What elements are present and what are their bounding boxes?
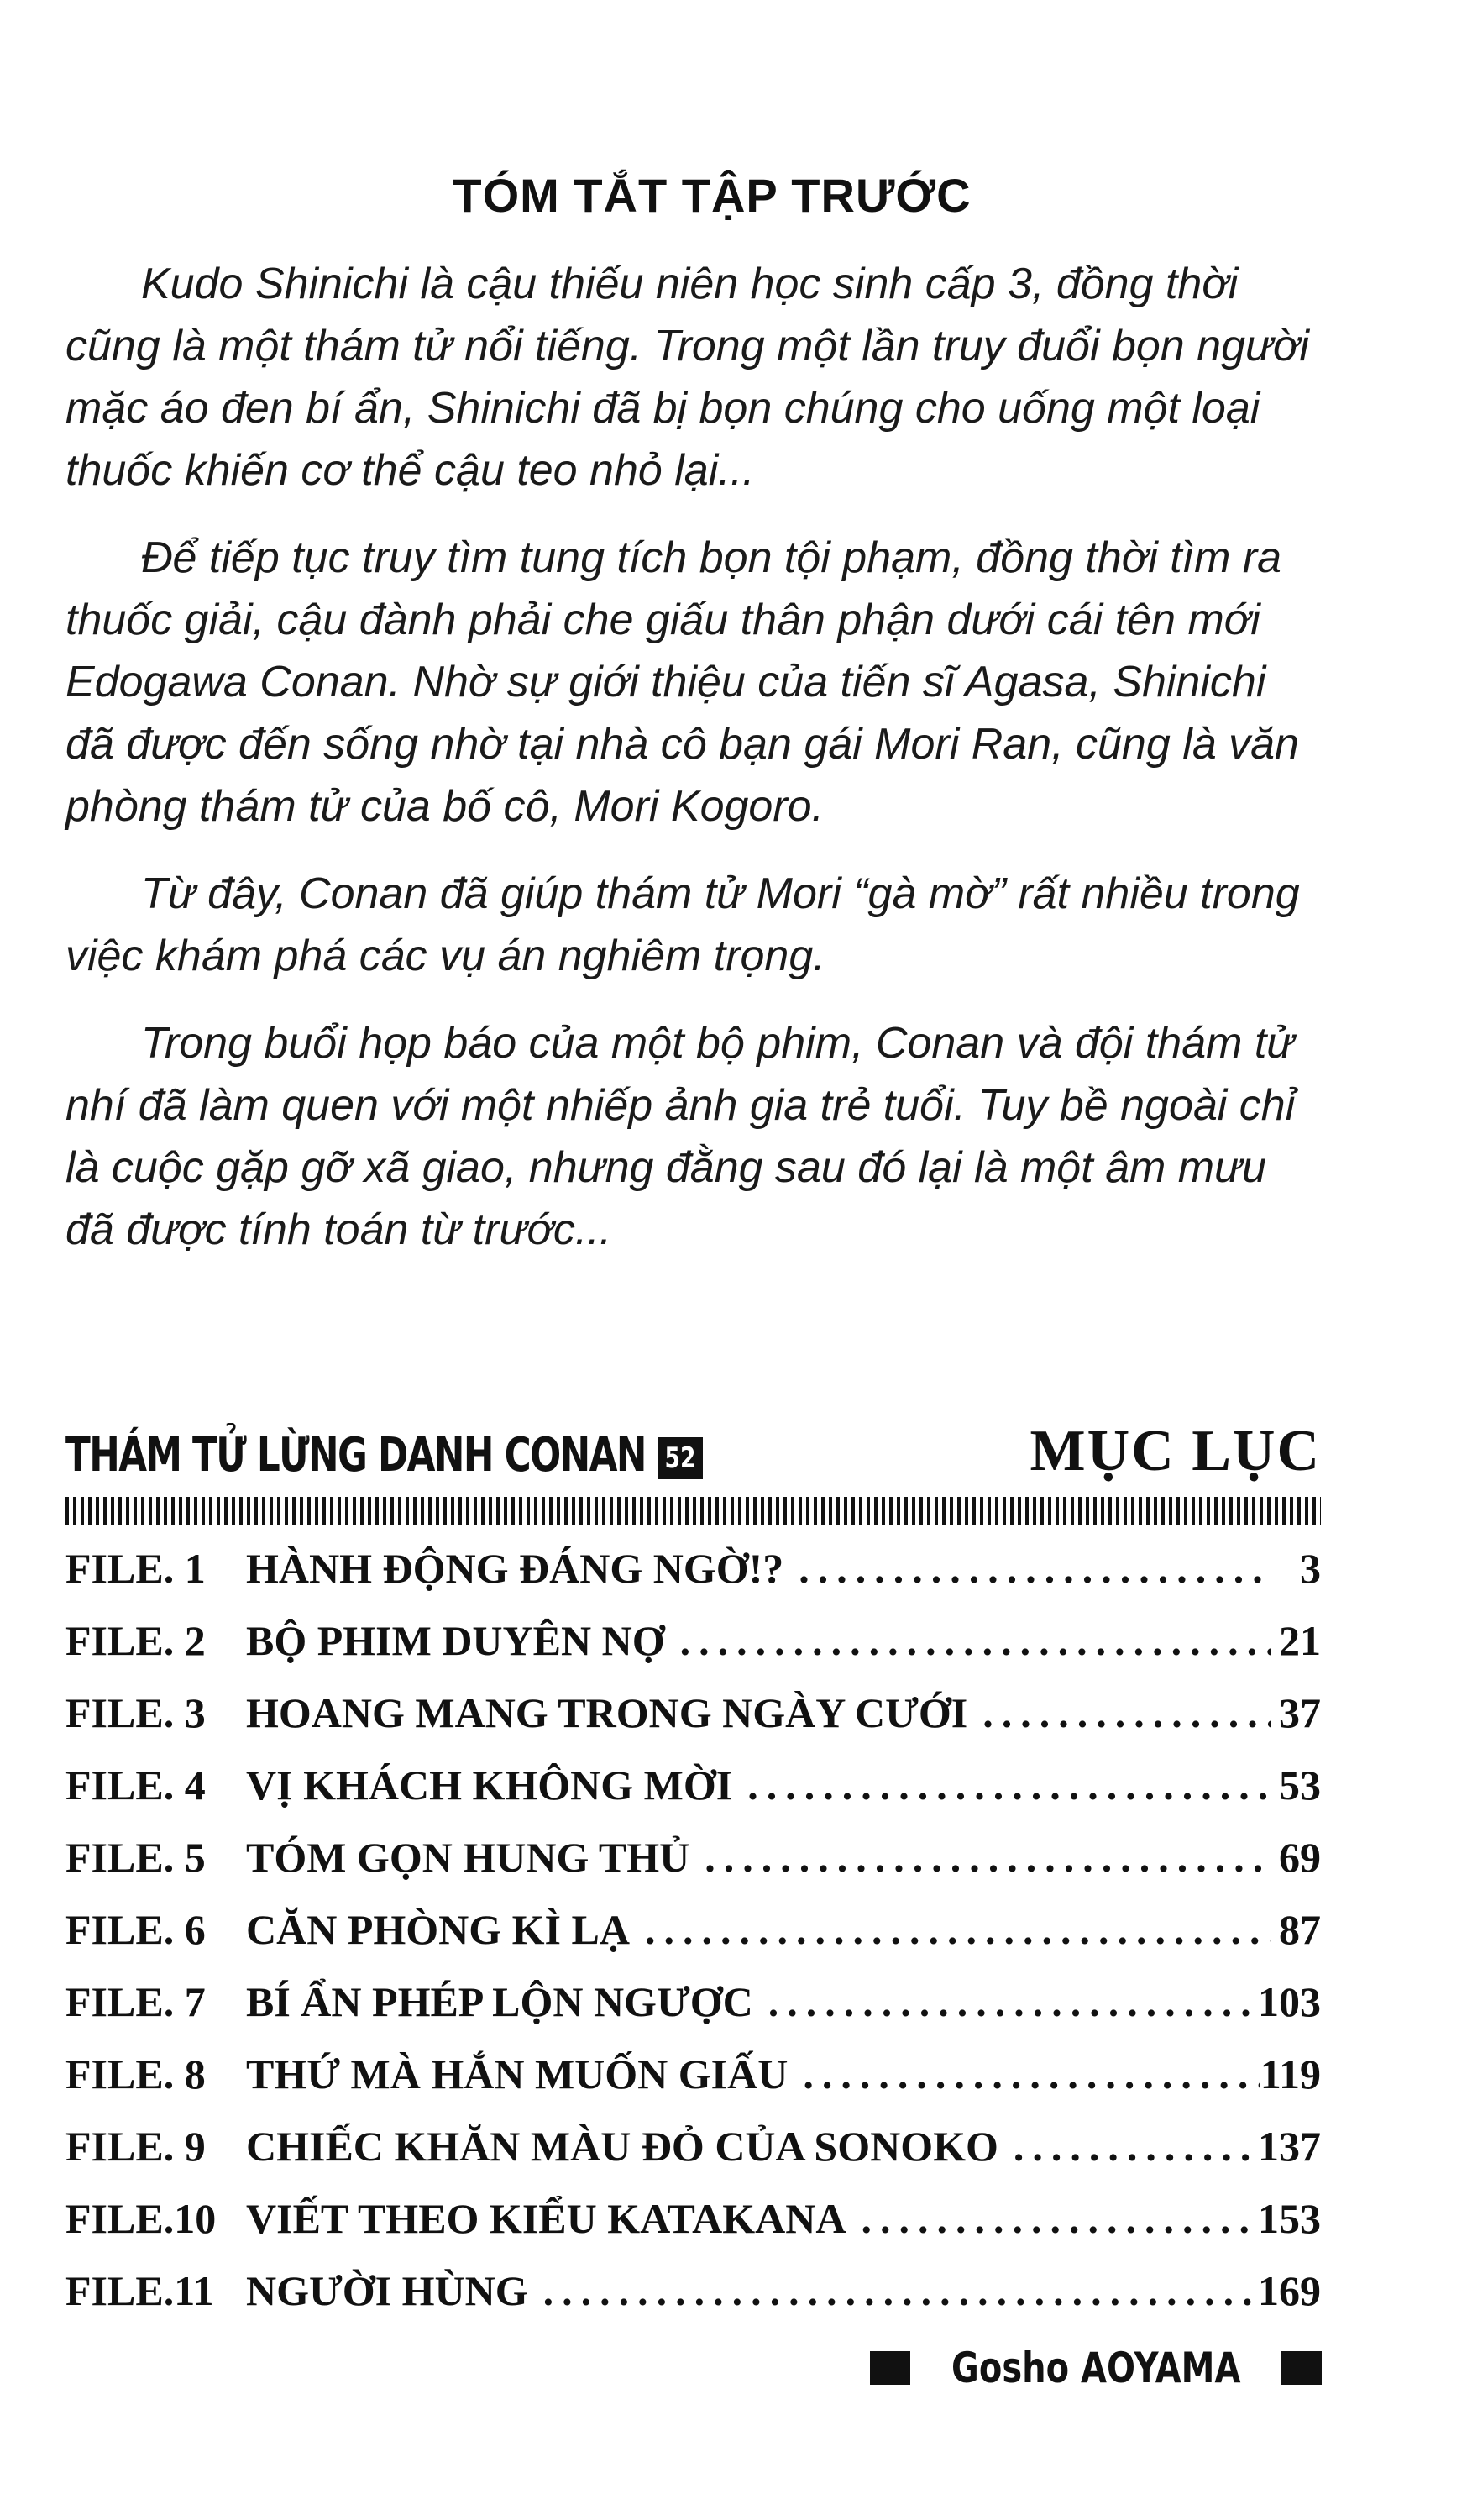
toc-entry[interactable]	[65, 1544, 1321, 1616]
toc-entry[interactable]	[65, 1761, 1321, 1833]
toc-leader-dots	[862, 2194, 1258, 2243]
toc-page-number: 53	[1279, 1761, 1321, 1809]
previous-summary	[65, 168, 1325, 1286]
toc-entry[interactable]	[65, 2050, 1321, 2122]
toc-entry[interactable]	[65, 1833, 1321, 1905]
toc-leader-dots	[645, 1905, 1271, 1954]
toc-page-number: 69	[1279, 1834, 1321, 1881]
toc-leader-dots	[1014, 2122, 1258, 2171]
toc-page-number: 21	[1279, 1617, 1321, 1664]
summary-paragraph: Kudo Shinichi là cậu thiếu niên học sinh cấp 3, đồng thời cũng là một thám tử nổi tiếng. Trong một lần truy đuổi bọn người mặc áo đen bí ẩn, Shinichi đã bị bọn chúng cho uống một loại thuốc khiến cơ thể cậu teo nhỏ lại...	[65, 260, 1309, 495]
toc-chapter-title: TÓM GỌN HUNG THỦ	[246, 1834, 690, 1881]
toc-file-number: FILE. 2	[65, 1617, 206, 1664]
toc-entry[interactable]	[65, 2122, 1321, 2194]
toc-page-number: 169	[1258, 2267, 1321, 2314]
toc-leader-dots	[705, 1833, 1271, 1882]
toc-chapter-title: VIẾT THEO KIỂU KATAKANA	[246, 2195, 846, 2242]
toc-page-number: 153	[1258, 2195, 1321, 2242]
toc-file-number: FILE.10	[65, 2195, 217, 2242]
toc-leader-dots	[768, 1977, 1258, 2026]
summary-paragraph: Từ đây, Conan đã giúp thám tử Mori “gà mờ” rất nhiều trong việc khám phá các vụ án nghiêm trọng.	[65, 869, 1300, 980]
toc-chapter-title: THỨ MÀ HẮN MUỐN GIẤU	[246, 2050, 789, 2097]
toc-entry[interactable]	[65, 2266, 1321, 2339]
toc-chapter-title: BỘ PHIM DUYÊN NỢ	[246, 1617, 665, 1664]
author-credit	[870, 2344, 1323, 2392]
toc-file-number: FILE. 9	[65, 2123, 206, 2170]
toc-leader-dots	[680, 1616, 1271, 1665]
toc-leader-dots	[982, 1688, 1271, 1737]
toc-file-number: FILE. 3	[65, 1689, 206, 1736]
toc-entry[interactable]	[65, 1688, 1321, 1761]
author-right-bar	[1281, 2351, 1322, 2385]
toc-file-number: FILE. 5	[65, 1834, 206, 1881]
volume-badge: 52	[658, 1437, 703, 1479]
toc-chapter-title: CĂN PHÒNG KÌ LẠ	[246, 1906, 630, 1953]
toc-page-number: 3	[1300, 1545, 1321, 1592]
toc-file-number: FILE. 4	[65, 1761, 206, 1809]
toc-file-number: FILE. 6	[65, 1906, 206, 1953]
decorative-rule	[65, 1497, 1321, 1525]
series-title	[65, 1428, 703, 1483]
summary-title: TÓM TẮT TẬP TRƯỚC	[453, 169, 972, 222]
toc-entry[interactable]	[65, 1616, 1321, 1688]
toc-entry[interactable]	[65, 2194, 1321, 2266]
toc-file-number: FILE. 1	[65, 1545, 206, 1592]
toc-leader-dots	[803, 2050, 1260, 2098]
toc-chapter-title: CHIẾC KHĂN MÀU ĐỎ CỦA SONOKO	[246, 2123, 998, 2170]
toc-title: MỤC LỤC	[1030, 1419, 1321, 1483]
toc-chapter-title: BÍ ẨN PHÉP LỘN NGƯỢC	[246, 1978, 753, 2025]
toc-page-number: 137	[1258, 2123, 1321, 2170]
toc-chapter-title: VỊ KHÁCH KHÔNG MỜI	[246, 1761, 733, 1809]
toc-list	[65, 1544, 1321, 2339]
toc-page-number: 37	[1279, 1689, 1321, 1736]
toc-leader-dots	[799, 1544, 1271, 1593]
toc-page-number: 87	[1279, 1906, 1321, 1953]
toc-leader-dots	[747, 1761, 1271, 1809]
toc-entry[interactable]	[65, 1905, 1321, 1977]
toc-file-number: FILE. 7	[65, 1978, 206, 2025]
series-name: THÁM TỬ LỪNG DANH CONAN	[65, 1428, 646, 1483]
toc-file-number: FILE. 8	[65, 2050, 206, 2097]
toc-chapter-title: HÀNH ĐỘNG ĐÁNG NGỜ!?	[246, 1545, 784, 1592]
toc-page-number: 103	[1258, 1978, 1321, 2025]
toc-chapter-title: NGƯỜI HÙNG	[246, 2267, 528, 2314]
toc-leader-dots	[543, 2266, 1258, 2315]
toc-page-number: 119	[1260, 2050, 1321, 2097]
summary-paragraph: Trong buổi họp báo của một bộ phim, Conan và đội thám tử nhí đã làm quen với một nhiếp ảnh gia trẻ tuổi. Tuy bề ngoài chỉ là cuộc gặp gỡ xã giao, nhưng đằng sau đó lại là một âm mưu đã được tính toán từ trước...	[65, 1019, 1296, 1254]
summary-paragraph: Để tiếp tục truy tìm tung tích bọn tội phạm, đồng thời tìm ra thuốc giải, cậu đành phải che giấu thân phận dưới cái tên mới Edogawa Conan. Nhờ sự giới thiệu của tiến sĩ Agasa, Shinichi đã được đến sống nhờ tại nhà cô bạn gái Mori Ran, cũng là văn phòng thám tử của bố cô, Mori Kogoro.	[65, 533, 1299, 831]
toc-header	[65, 1411, 1321, 1504]
author-left-bar	[870, 2351, 910, 2385]
author-name: Gosho AOYAMA	[951, 2344, 1240, 2392]
toc-file-number: FILE.11	[65, 2267, 214, 2314]
toc-chapter-title: HOANG MANG TRONG NGÀY CƯỚI	[246, 1689, 968, 1736]
toc-entry[interactable]	[65, 1977, 1321, 2050]
